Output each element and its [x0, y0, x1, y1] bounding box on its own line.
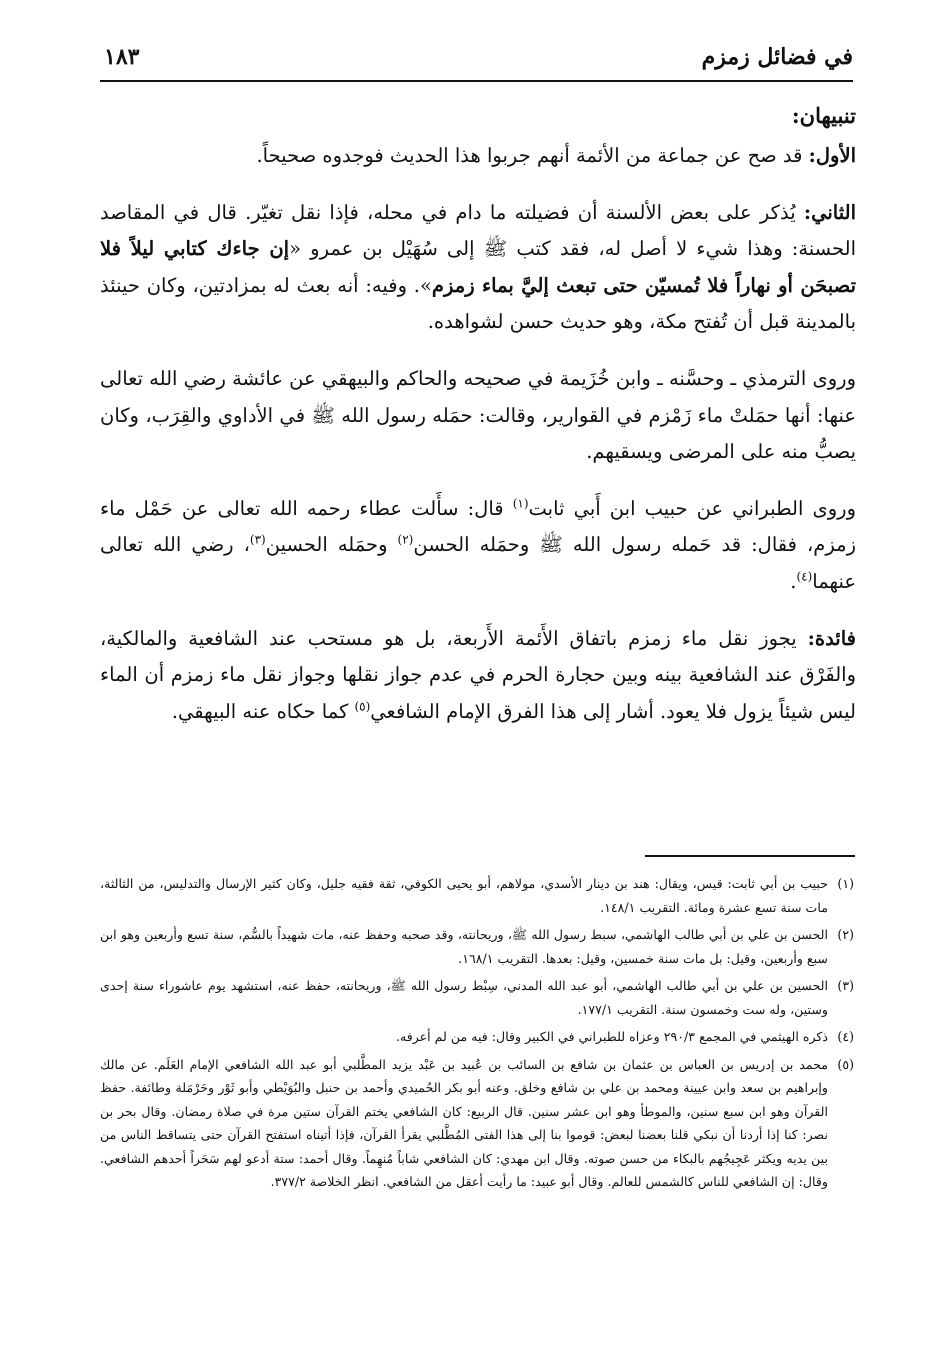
paragraph-text: قد صح عن جماعة من الأئمة أنهم جربوا هذا الحديث فوجدوه صحيحاً.: [256, 144, 809, 167]
paragraph-text: وحمَله الحسين: [265, 533, 398, 557]
paragraph-lead: الثاني:: [803, 200, 856, 224]
footnote-number: (١): [837, 876, 854, 891]
footnote-separator: [645, 855, 855, 857]
footnote-ref[interactable]: (٣): [249, 532, 266, 547]
paragraph-text: يُذكر على بعض الألسنة أن فضيلته ما دام في محله، فإذا نقل تغيّر. قال في المقاصد الحسنة: وهذا شيء لا أصل له، فقد كتب ﷺ إلى سُهَيْل بن عمرو «: [100, 200, 857, 261]
section-heading: تنبيهان:: [791, 103, 856, 128]
footnote-ref[interactable]: (٤): [796, 569, 813, 584]
page-title: في فضائل زمزم: [701, 44, 853, 70]
footnote-ref[interactable]: (٥): [354, 699, 371, 714]
footnote-item: [100, 1025, 854, 1049]
paragraph-text: ». وفيه: أنه بعث له بمزادتين، وكان حينئذ بالمدينة قبل أن تُفتح مكة، وهو حديث حسن لشواهده.: [100, 273, 856, 334]
paragraph-lead: الأول:: [808, 144, 856, 167]
footnote-item: [100, 923, 854, 970]
footnote-ref[interactable]: (١): [512, 496, 529, 511]
hadith-quote: إن جاءك كتابي ليلاً فلا تصبحَن أو نهاراً فلا تُمسيّن حتى تبعث إليَّ بماء زمزم: [100, 237, 856, 297]
paragraph-text: كما حكاه عنه البيهقي.: [171, 699, 355, 723]
footnote-text: ذكره الهيثمي في المجمع ٢٩٠/٣ وعزاه للطبراني في الكبير وقال: فيه من لم أعرفه.: [395, 1029, 828, 1044]
footnote-item: [100, 872, 854, 919]
paragraph-text: .: [790, 569, 797, 593]
footnote-number: (٤): [837, 1029, 854, 1044]
footnotes: [100, 872, 854, 1198]
page-number: ١٨٣: [104, 44, 140, 70]
footnote-number: (٥): [837, 1056, 854, 1072]
footnote-text: محمد بن إدريس بن العباس بن عثمان بن شافع بن السائب بن عُبيد بن عَبْد يزيد المطَّلبي أبو عبد الله الشافعي الإمام العَلَم. عن مالك وإبراهيم بن سعد وابن عيينة ومحمد بن علي بن شافع وخلق. وعنه أبو بكر الحُميدي وأحمد بن حنبل والبُوَيْطي وأبو ثَوْر وحَرْمَلة وطائفة. حفظ القرآن وهو ابن سبع سنين، والموطأ وهو ابن عشر سنين. قال الربيع: كان الشافعي يختم القرآن ستين مرة في صلاة رمضان. وقال بحر بن نصر: كنا إذا أردنا أن نبكي قلنا بعضنا لبعض: قوموا بنا إلى هذا الفتى المُطَّلبي يقرأ القرآن، فإذا أتيناه استفتح القرآن حتى يتساقط الناس من بين يديه ويكثر عَجِيجُهم بالبكاء من حسن صوته. وقال ابن مهدي: كان الشافعي شاباً مُنهِماً. وقال أحمد: ستة أدعو لهم سَحَراً أحدهم الشافعي. وقال: إن الشافعي للناس كالشمس للعالم. وقال أبو عبيد: ما رأيت أعقل من الشافعي. انظر الخلاصة ٣٧٧/٢.: [100, 1056, 828, 1189]
paragraph-tirmidhi: [100, 361, 856, 471]
paragraph-text: قال: سأَلت عطاء رحمه الله تعالى عن حَمْل ماء زمزم، فقال: قد حَمله رسول الله ﷺ وحمَله الحسن: [100, 496, 856, 557]
footnote-text: حبيب بن أبي ثابت: قيس، ويقال: هند بن دينار الأسدي، مولاهم، أبو يحيى الكوفي، ثقة فقيه جليل، وكان كثير الإرسال والتدليس، من الثالثة، مات سنة تسع عشرة ومائة. التقريب ١٤٨/١.: [100, 876, 828, 915]
footnote-item: [100, 1053, 854, 1194]
paragraph-second-note: [100, 195, 856, 341]
paragraph-text: يجوز نقل ماء زمزم باتفاق الأَئمة الأَربعة، بل هو مستحب عند الشافعية والمالكية، والفَرْق عند الشافعية بينه وبين حجارة الحرم في عدم جواز نقلها وجواز نقل ماء زمزم أن الماء ليس شيئاً يزول فلا يعود. أشار إلى هذا الفرق الإمام الشافعي: [100, 626, 856, 723]
paragraph-text: وروى الترمذي ـ وحسَّنه ـ وابن خُزَيمة في صحيحه والحاكم والبيهقي عن عائشة رضي الله تعالى عنها: أنها حمَلتْ ماء زَمْزم في القوارير، وقالت: حمَله رسول الله ﷺ في الأداوي والقِرَب، وكان يصبُّ منه على المرضى ويسقيهم.: [100, 366, 856, 464]
footnote-item: [100, 974, 854, 1021]
footnote-text: الحسن بن علي بن أبي طالب الهاشمي، سبط رسول الله ﷺ، وريحانته، وقد صحبه وحفظ عنه، مات شهيداً بالسُّم، سنة تسع وأربعين وهو ابن سبع وأربعين، وقيل: بل مات سنة خمسين، وقيل: بعدها. التقريب ١٦٨/١.: [100, 927, 828, 966]
paragraph-lead: فائدة:: [807, 626, 856, 650]
page-header: [100, 42, 853, 82]
body-text: [100, 98, 856, 750]
paragraph-text: وروى الطبراني عن حبيب ابن أَبي ثابت: [528, 496, 857, 520]
footnote-number: (٣): [837, 978, 854, 993]
paragraph-text: ، رضي الله تعالى عنهما: [100, 533, 856, 593]
footnote-ref[interactable]: (٢): [397, 532, 414, 547]
paragraph-first-note: [100, 138, 856, 175]
footnote-text: الحسين بن علي بن أبي طالب الهاشمي، أبو عبد الله المدني، سِبْط رسول الله ﷺ، وريحانته، حفظ عنه، استشهد يوم عاشوراء سنة إحدى وستين، وله ست وخمسون سنة. التقريب ١٧٧/١.: [100, 978, 828, 1017]
paragraph-tabarani: [100, 491, 856, 601]
footnote-number: (٢): [837, 927, 854, 942]
paragraph-benefit: [100, 621, 856, 731]
